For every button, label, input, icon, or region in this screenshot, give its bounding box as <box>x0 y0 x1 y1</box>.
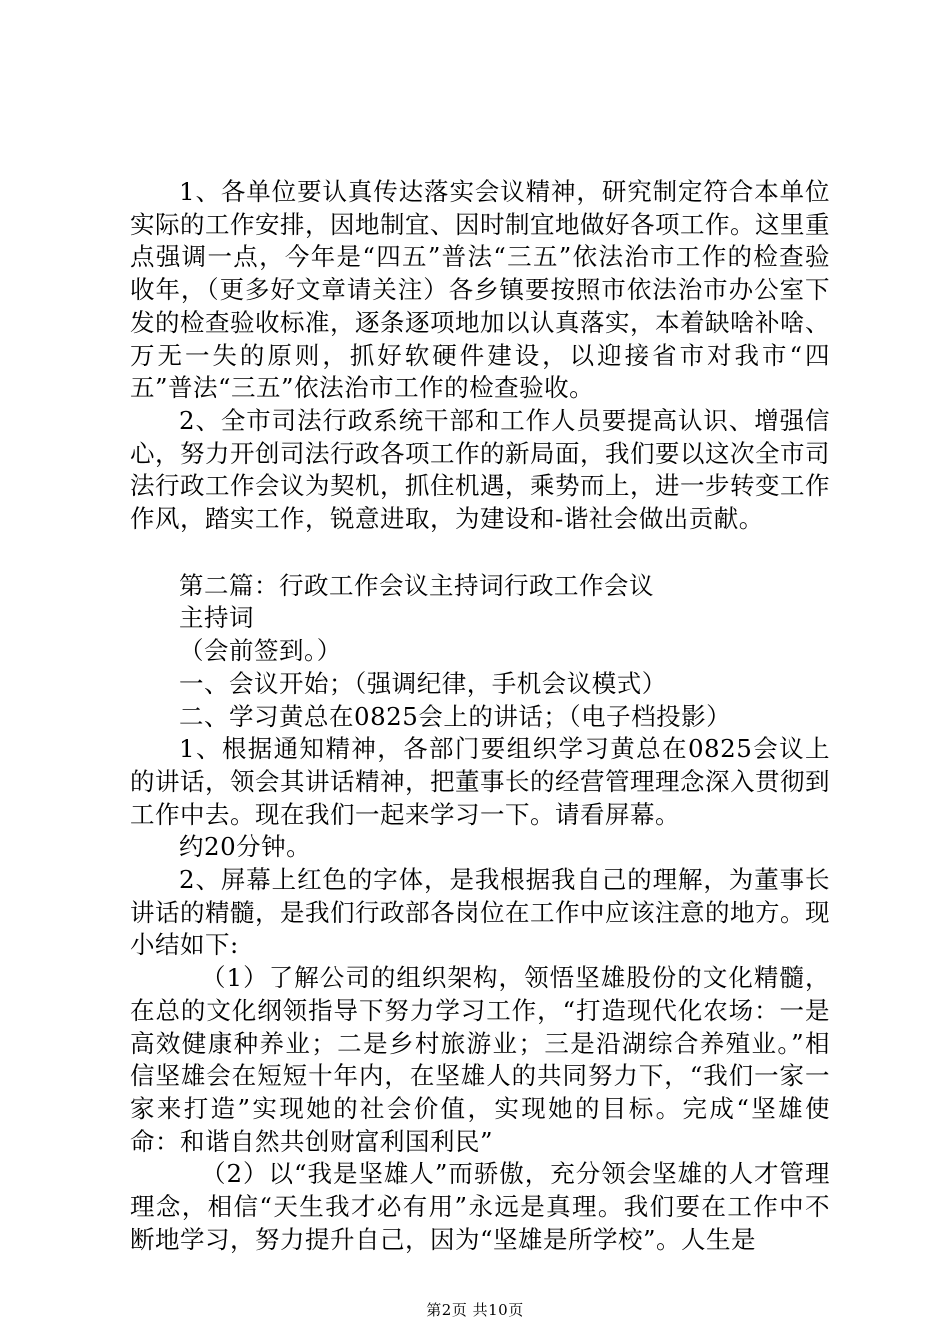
sub-paragraph-1: （1）了解公司的组织架构，领悟坚雄股份的文化精髓，在总的文化纲领指导下努力学习工作，“打造现代化农场：一是高效健康种养业；二是乡村旅游业；三是沿湖综合养殖业。”相信坚雄会在短短十年内，在坚雄人的共同努力下，“我们一家一家来打造”实现她的社会价值，实现她的目标。完成“坚雄使命：和谐自然共创财富利国利民” <box>130 963 830 1156</box>
paragraph-1: 1、各单位要认真传达落实会议精神，研究制定符合本单位实际的工作安排，因地制宜、因时制宜地做好各项工作。这里重点强调一点，今年是“四五”普法“三五”依法治市工作的检查验收年，（更多好文章请关注）各乡镇要按照市依法治市办公室下发的检查验收标准，逐条逐项地加以认真落实，本着缺啥补啥、万无一失的原则，抓好软硬件建设，以迎接省市对我市“四五”普法“三五”依法治市工作的检查验收。 <box>130 177 830 403</box>
paragraph-study-speech: 1、根据通知精神，各部门要组织学习黄总在0825会议上的讲话，领会其讲话精神，把董事长的经营管理理念深入贯彻到工作中去。现在我们一起来学习一下。请看屏幕。 <box>130 734 830 829</box>
paragraph-summary-intro: 2、屏幕上红色的字体，是我根据我自己的理解，为董事长讲话的精髓，是我们行政部各岗位在工作中应该注意的地方。现小结如下: <box>130 865 830 960</box>
paragraph-2: 2、全市司法行政系统干部和工作人员要提高认识、增强信心，努力开创司法行政各项工作的新局面，我们要以这次全市司法行政工作会议为契机，抓住机遇，乘势而上，进一步转变工作作风，踏实工作，锐意进取，为建设和-谐社会做出贡献。 <box>130 405 830 534</box>
section-title-line-1: 第二篇：行政工作会议主持词行政工作会议 <box>179 570 654 600</box>
page-footer: 第2页 共10页 <box>426 1301 524 1319</box>
sub-paragraph-2: （2）以“我是坚雄人”而骄傲，充分领会坚雄的人才管理理念，相信“天生我才必有用”永远是真理。我们要在工作中不断地学习，努力提升自己，因为“坚雄是所学校”。人生是 <box>130 1159 830 1254</box>
paragraph-duration: 约20分钟。 <box>179 832 312 862</box>
agenda-item-2: 二、学习黄总在0825会上的讲话；（电子档投影） <box>179 701 732 731</box>
agenda-item-1: 一、会议开始；（强调纪律，手机会议模式） <box>179 668 667 698</box>
sign-in-line: （会前签到。） <box>179 636 342 666</box>
document-body <box>130 176 830 1257</box>
section-gap <box>130 536 830 570</box>
section-title-line-2: 主持词 <box>179 603 254 633</box>
